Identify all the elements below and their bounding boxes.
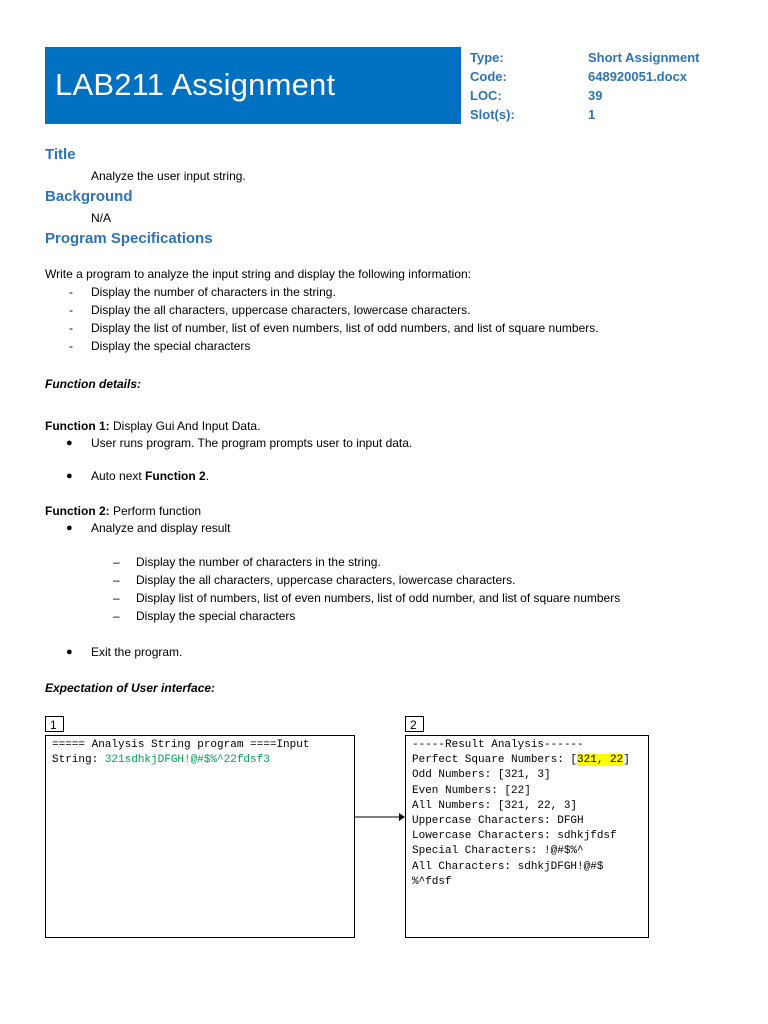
list-dash: – [113, 609, 120, 623]
meta-slots-value: 1 [588, 107, 596, 122]
function2-sub-item: Display the all characters, uppercase characters, lowercase characters. [136, 573, 516, 587]
meta-slots-label: Slot(s): [470, 107, 515, 122]
meta-type-value: Short Assignment [588, 50, 700, 65]
auto-next-function: Function 2 [145, 469, 206, 483]
list-dash: - [69, 303, 73, 317]
screen1-line2 [52, 753, 348, 768]
screen2-line: Uppercase Characters: DFGH [412, 815, 584, 828]
screen1-console [45, 735, 355, 938]
function2-label: Function 2: [45, 504, 110, 518]
document-title: LAB211 Assignment [55, 67, 336, 102]
meta-code-label: Code: [470, 69, 507, 84]
list-dash: - [69, 339, 73, 353]
list-dash: - [69, 321, 73, 335]
list-dash: – [113, 573, 120, 587]
screen2-highlight: 321, 22 [577, 754, 624, 767]
arrow-icon [355, 810, 405, 824]
screen2-line: Special Characters: !@#$%^ [412, 845, 584, 858]
screen2-line: All Numbers: [321, 22, 3] [412, 799, 578, 812]
auto-next-prefix: Auto next [91, 469, 146, 483]
screen2-line: Lowercase Characters: sdhkjfdsf [412, 830, 617, 843]
function-details-label: Function details: [45, 377, 141, 391]
background-text: N/A [91, 211, 112, 225]
function2-sub-item: Display list of numbers, list of even numbers, list of odd number, and list of square numbers [136, 591, 621, 605]
screen1-number: 1 [45, 716, 64, 732]
spec-intro: Write a program to analyze the input string and display the following information: [45, 267, 472, 281]
function1-title: Display Gui And Input Data. [109, 419, 261, 433]
title-text: Analyze the user input string. [91, 169, 246, 183]
spec-item: Display the list of number, list of even numbers, list of odd numbers, and list of square numbers. [91, 321, 599, 335]
function1-line [45, 419, 260, 433]
function2-sub-item: Display the number of characters in the string. [136, 555, 381, 569]
list-dash: – [113, 591, 120, 605]
function2-bullet: Analyze and display result [91, 521, 231, 535]
screen1-input-value: 321sdhkjDFGH!@#$%^22fdsf3 [104, 754, 270, 767]
meta-loc-label: LOC: [470, 88, 502, 103]
spec-item: Display the all characters, uppercase characters, lowercase characters. [91, 303, 471, 317]
screen2-line: Odd Numbers: [321, 3] [412, 769, 551, 782]
auto-next-line [91, 469, 209, 483]
header-banner [45, 47, 461, 124]
meta-type-label: Type: [470, 50, 504, 65]
bullet: ● [66, 437, 73, 449]
list-dash: – [113, 555, 120, 569]
auto-next-suffix: . [205, 469, 210, 483]
screen1-line1: ===== Analysis String program ====Input [52, 739, 310, 751]
screen1-prompt: String: [52, 754, 105, 767]
spec-heading: Program Specifications [45, 230, 213, 247]
exit-text: Exit the program. [91, 645, 183, 659]
background-heading: Background [45, 188, 133, 205]
list-dash: - [69, 285, 73, 299]
function2-sub-item: Display the special characters [136, 609, 296, 623]
function2-line [45, 504, 201, 518]
screen2-number: 2 [405, 716, 424, 732]
bullet: ● [66, 522, 73, 534]
spec-item: Display the special characters [91, 339, 251, 353]
screen2-line2 [412, 753, 642, 768]
screen2-prefix: Perfect Square Numbers: [ [412, 754, 578, 767]
spec-item: Display the number of characters in the string. [91, 285, 336, 299]
screen2-suffix: ] [623, 754, 630, 767]
bullet: ● [66, 646, 73, 658]
meta-code-value: 648920051.docx [588, 69, 688, 84]
title-heading: Title [45, 146, 76, 163]
function1-bullet: User runs program. The program prompts user to input data. [91, 436, 413, 450]
screen2-line: %^fdsf [412, 875, 452, 888]
screen2-line: Even Numbers: [22] [412, 784, 531, 797]
function2-title: Perform function [109, 504, 202, 518]
bullet: ● [66, 470, 73, 482]
meta-loc-value: 39 [588, 88, 603, 103]
screen2-line: All Characters: sdhkjDFGH!@#$ [412, 860, 604, 873]
screen2-line1: -----Result Analysis------ [412, 739, 584, 751]
expectation-label: Expectation of User interface: [45, 681, 216, 695]
screen2-console [405, 735, 649, 938]
function1-label: Function 1: [45, 419, 110, 433]
